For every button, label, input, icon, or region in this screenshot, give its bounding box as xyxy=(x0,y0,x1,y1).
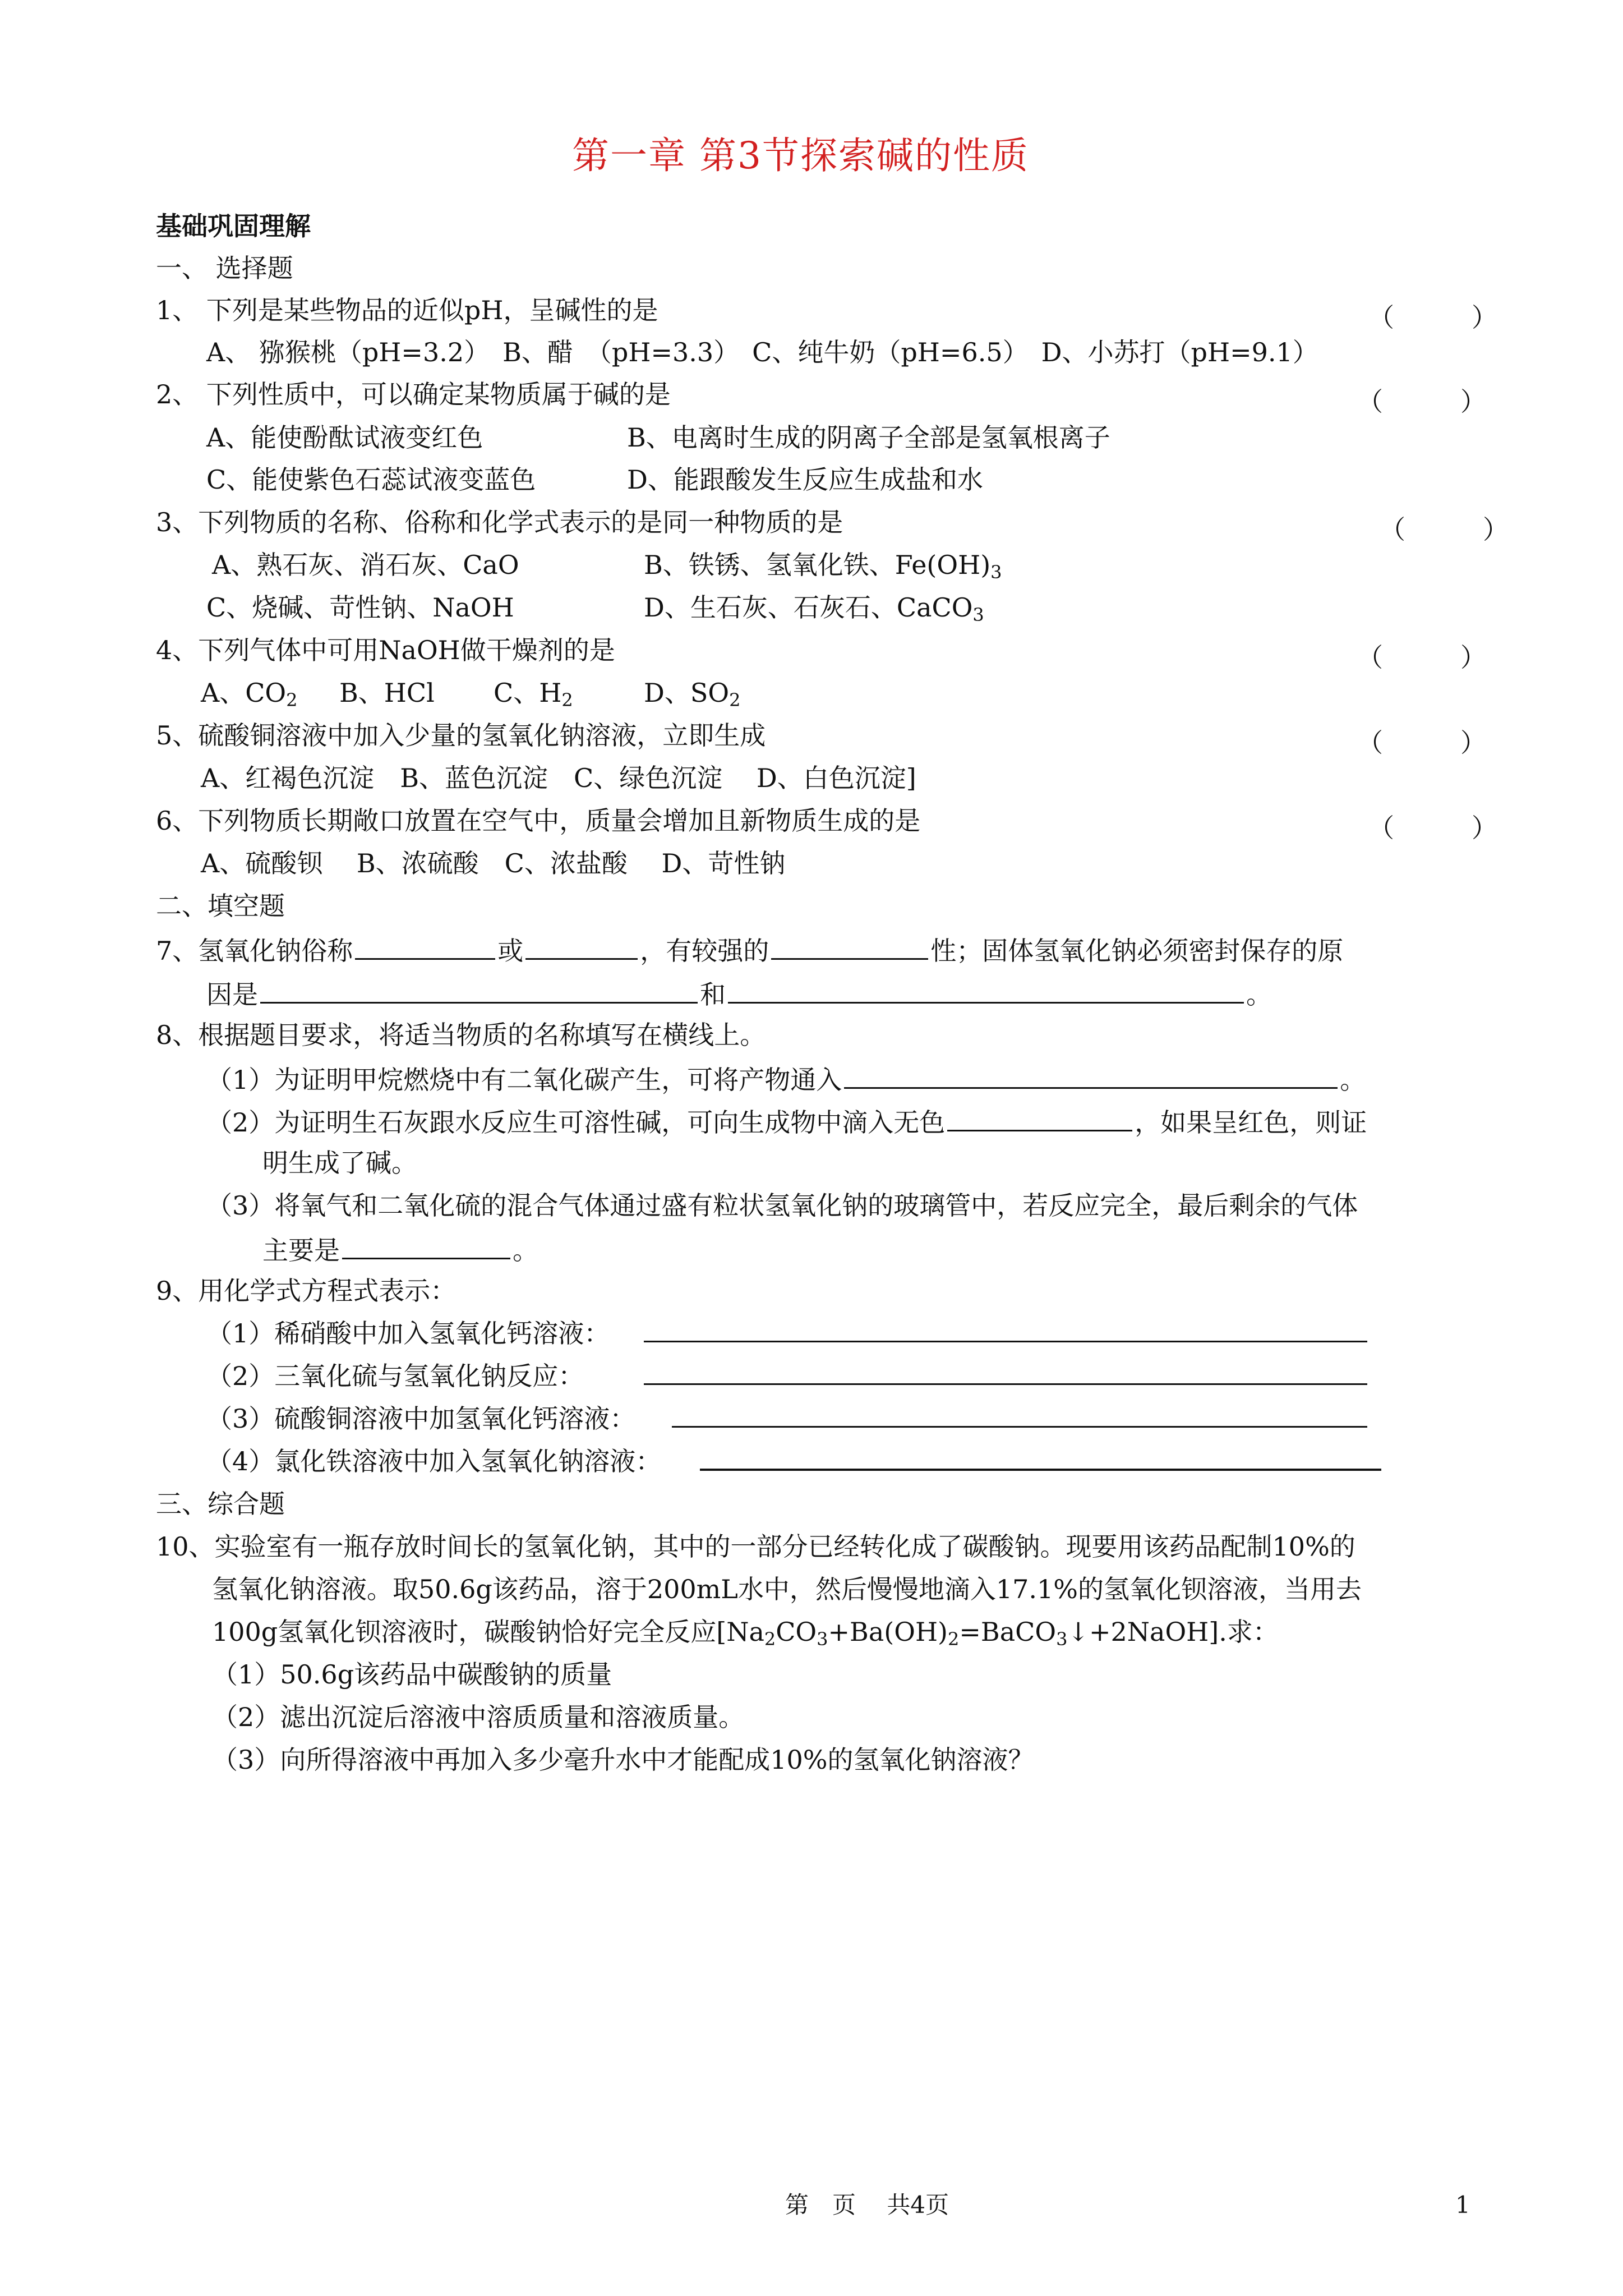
question-8-stem: 8、根据题目要求，将适当物质的名称填写在横线上。 xyxy=(156,1020,766,1050)
question-10-line-3: 100g氢氧化钡溶液时，碳酸钠恰好完全反应$[Na_2CO_3+Ba(OH)_2=BaCO_3↓+2NaOH]$.求： xyxy=(212,1617,1279,1650)
answer-line[interactable] xyxy=(644,1341,1367,1342)
section-heading: 基础巩固理解 xyxy=(156,211,311,241)
option-a: A、能使酚酞试液变红色 xyxy=(206,422,483,453)
answer-blank[interactable] xyxy=(728,979,1244,1004)
question-5-stem: 5、硫酸铜溶液中加入少量的氢氧化钠溶液，立即生成 xyxy=(156,720,766,751)
question-1-stem: 1、 下列是某些物品的近似pH，呈碱性的是 xyxy=(156,295,658,325)
question-2-stem: 2、 下列性质中，可以确定某物质属于碱的是 xyxy=(156,379,671,409)
answer-paren: （ ） xyxy=(1368,813,1497,843)
answer-paren: （ ） xyxy=(1380,514,1509,545)
option-c: C、$H_2$ xyxy=(494,678,573,711)
question-8-part-3: （3）将氧气和二氧化硫的混合气体通过盛有粒状氢氧化钠的玻璃管中，若反应完全，最后剩余的气体 xyxy=(206,1190,1358,1221)
option-d: D、能跟酸发生反应生成盐和水 xyxy=(627,464,983,495)
question-8-part-3-cont: 主要是 。 xyxy=(262,1235,538,1266)
answer-paren: （ ） xyxy=(1368,302,1497,333)
answer-blank[interactable] xyxy=(844,1065,1338,1089)
question-6-options: A、硫酸钡 B、浓硫酸 C、浓盐酸 D、苛性钠 xyxy=(201,848,786,878)
answer-line[interactable] xyxy=(672,1426,1367,1428)
question-9-part-4: （4）氯化铁溶液中加入氢氧化钠溶液： xyxy=(206,1446,662,1476)
option-b: B、铁锈、氢氧化铁、$Fe(OH)_3$ xyxy=(644,550,1002,583)
answer-blank[interactable] xyxy=(260,979,698,1004)
page-footer: 第 页 共4页 xyxy=(785,2191,949,2219)
question-9-part-2: （2）三氧化硫与氢氧化钠反应： xyxy=(206,1361,584,1391)
option-c: C、烧碱、苛性钠、NaOH xyxy=(206,592,514,623)
option-a: A、熟石灰、消石灰、CaO xyxy=(212,550,519,580)
question-10-part-1: （1）50.6g该药品中碳酸钠的质量 xyxy=(212,1659,612,1690)
option-b: B、电离时生成的阴离子全部是氢氧根离子 xyxy=(627,422,1110,453)
question-10-part-2: （2）滤出沉淀后溶液中溶质质量和溶液质量。 xyxy=(212,1702,745,1732)
question-8-part-1: （1）为证明甲烷燃烧中有二氧化碳产生，可将产物通入 。 xyxy=(206,1065,1366,1095)
question-10-line-1: 10、实验室有一瓶存放时间长的氢氧化钠，其中的一部分已经转化成了碳酸钠。现要用该药品配制10%的 xyxy=(156,1531,1355,1562)
question-9-part-3: （3）硫酸铜溶液中加氢氧化钙溶液： xyxy=(206,1404,636,1434)
question-4-stem: 4、下列气体中可用NaOH做干燥剂的是 xyxy=(156,635,615,665)
question-5-options: A、红褐色沉淀 B、蓝色沉淀 C、绿色沉淀 D、白色沉淀] xyxy=(201,763,916,793)
answer-blank[interactable] xyxy=(342,1235,510,1259)
question-10-line-2: 氢氧化钠溶液。取50.6g该药品，溶于200mL水中，然后慢慢地滴入17.1%的氢氧化钡溶液，当用去 xyxy=(212,1574,1362,1604)
question-7-line-1: 7、氢氧化钠俗称 或 ，有较强的 性；固体氢氧化钠必须密封保存的原 xyxy=(156,936,1344,966)
question-8-part-2: （2）为证明生石灰跟水反应生可溶性碱，可向生成物中滴入无色 ，如果呈红色，则证 xyxy=(206,1107,1367,1138)
part-heading-fill: 二、填空题 xyxy=(156,891,285,921)
option-a: A、$CO_2$ xyxy=(201,678,298,711)
question-1-options: A、 猕猴桃（pH=3.2） B、醋 （pH=3.3） C、纯牛奶（pH=6.5） D、小苏打（pH=9.1） xyxy=(206,337,1318,367)
part-heading-choice: 一、 选择题 xyxy=(156,253,293,283)
answer-blank[interactable] xyxy=(947,1107,1132,1131)
page-number: 1 xyxy=(1455,2191,1470,2219)
page-title: 第一章 第3节探索碱的性质 xyxy=(572,134,1029,177)
question-9-stem: 9、用化学式方程式表示： xyxy=(156,1276,457,1306)
question-8-part-2-cont: 明生成了碱。 xyxy=(262,1148,417,1178)
option-c: C、能使紫色石蕊试液变蓝色 xyxy=(206,464,536,495)
question-7-line-2: 因是 和 。 xyxy=(206,979,1272,1010)
answer-paren: （ ） xyxy=(1357,386,1486,417)
option-d: D、$SO_2$ xyxy=(644,678,741,711)
answer-blank[interactable] xyxy=(771,936,928,960)
answer-blank[interactable] xyxy=(355,936,495,960)
question-10-part-3: （3）向所得溶液中再加入多少毫升水中才能配成10%的氢氧化钠溶液？ xyxy=(212,1745,1034,1775)
answer-line[interactable] xyxy=(644,1383,1367,1385)
question-6-stem: 6、下列物质长期敞口放置在空气中，质量会增加且新物质生成的是 xyxy=(156,806,921,836)
answer-line[interactable] xyxy=(700,1469,1381,1471)
question-3-stem: 3、下列物质的名称、俗称和化学式表示的是同一种物质的是 xyxy=(156,507,843,537)
option-b: B、HCl xyxy=(339,678,435,708)
answer-blank[interactable] xyxy=(525,936,638,960)
part-heading-comprehensive: 三、综合题 xyxy=(156,1489,285,1519)
option-d: D、生石灰、石灰石、CaCO$_3$ xyxy=(644,592,984,625)
answer-paren: （ ） xyxy=(1357,642,1486,673)
question-9-part-1: （1）稀硝酸中加入氢氧化钙溶液： xyxy=(206,1318,610,1349)
answer-paren: （ ） xyxy=(1357,728,1486,758)
